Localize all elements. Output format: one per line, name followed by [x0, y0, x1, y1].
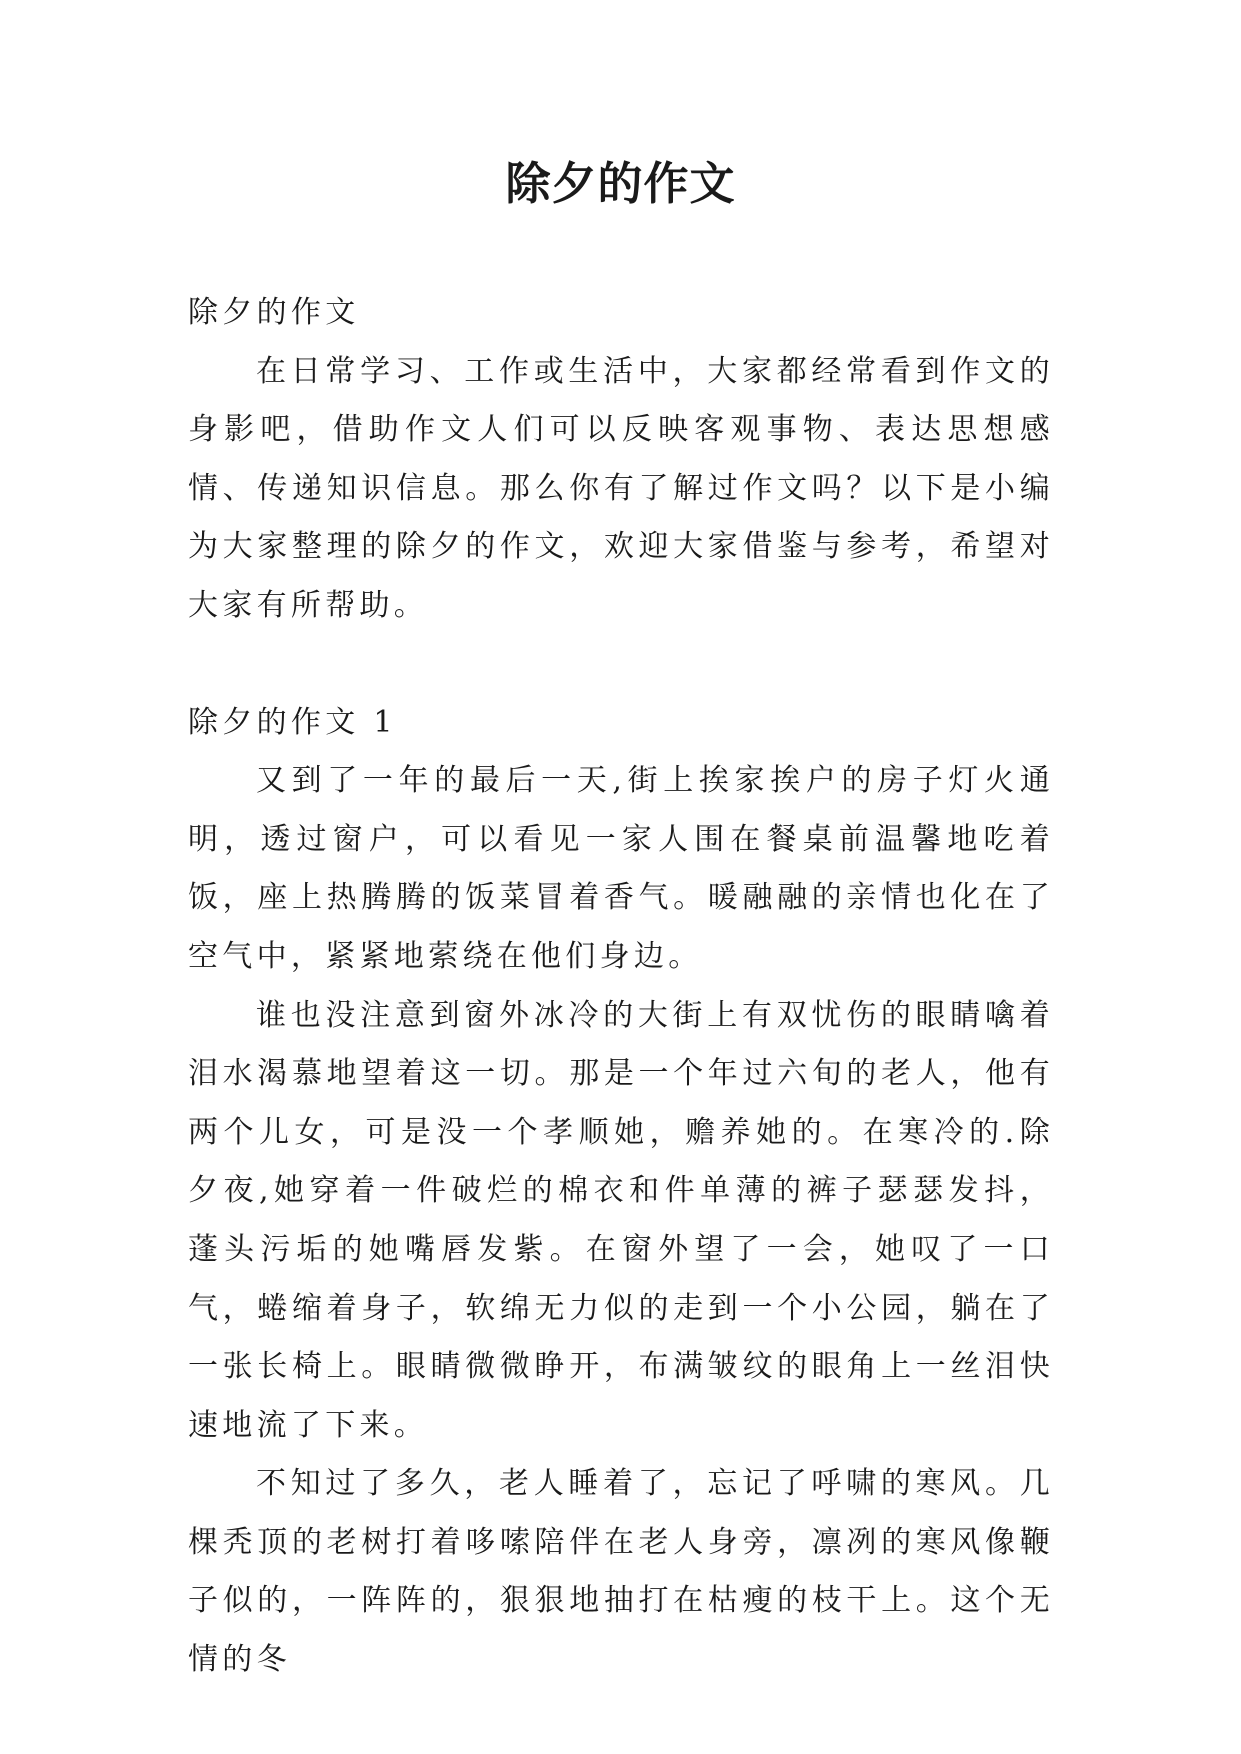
section-1-paragraph-1: 又到了一年的最后一天,街上挨家挨户的房子灯火通明，透过窗户，可以看见一家人围在餐桌前温馨地吃着饭，座上热腾腾的饭菜冒着香气。暖融融的亲情也化在了空气中，紧紧地萦绕在他们身边。	[188, 763, 1054, 974]
section-1-paragraph-3: 不知过了多久，老人睡着了，忘记了呼啸的寒风。几棵秃顶的老树打着哆嗦陪伴在老人身旁，凛冽的寒风像鞭子似的，一阵阵的，狠狠地抽打在枯瘦的枝干上。这个无情的冬	[188, 1466, 1054, 1678]
intro-heading: 除夕的作文	[188, 295, 360, 330]
section-spacer	[188, 636, 1054, 694]
intro-paragraph: 在日常学习、工作或生活中，大家都经常看到作文的身影吧，借助作文人们可以反映客观事物、表达思想感情、传递知识信息。那么你有了解过作文吗？以下是小编为大家整理的除夕的作文，欢迎大家借鉴与参考，希望对大家有所帮助。	[188, 353, 1054, 623]
section-1-heading: 除夕的作文 1	[188, 704, 397, 740]
document-body	[188, 284, 1054, 1690]
document-title: 除夕的作文	[505, 157, 736, 210]
section-1-paragraph-2: 谁也没注意到窗外冰冷的大街上有双忧伤的眼睛噙着泪水渴慕地望着这一切。那是一个年过六旬的老人，他有两个儿女，可是没一个孝顺她，赡养她的。在寒冷的.除夕夜,她穿着一件破烂的棉衣和件单薄的裤子瑟瑟发抖，蓬头污垢的她嘴唇发紫。在窗外望了一会，她叹了一口气，蜷缩着身子，软绵无力似的走到一个小公园，躺在了一张长椅上。眼睛微微睁开，布满皱纹的眼角上一丝泪快速地流了下来。	[188, 997, 1054, 1443]
